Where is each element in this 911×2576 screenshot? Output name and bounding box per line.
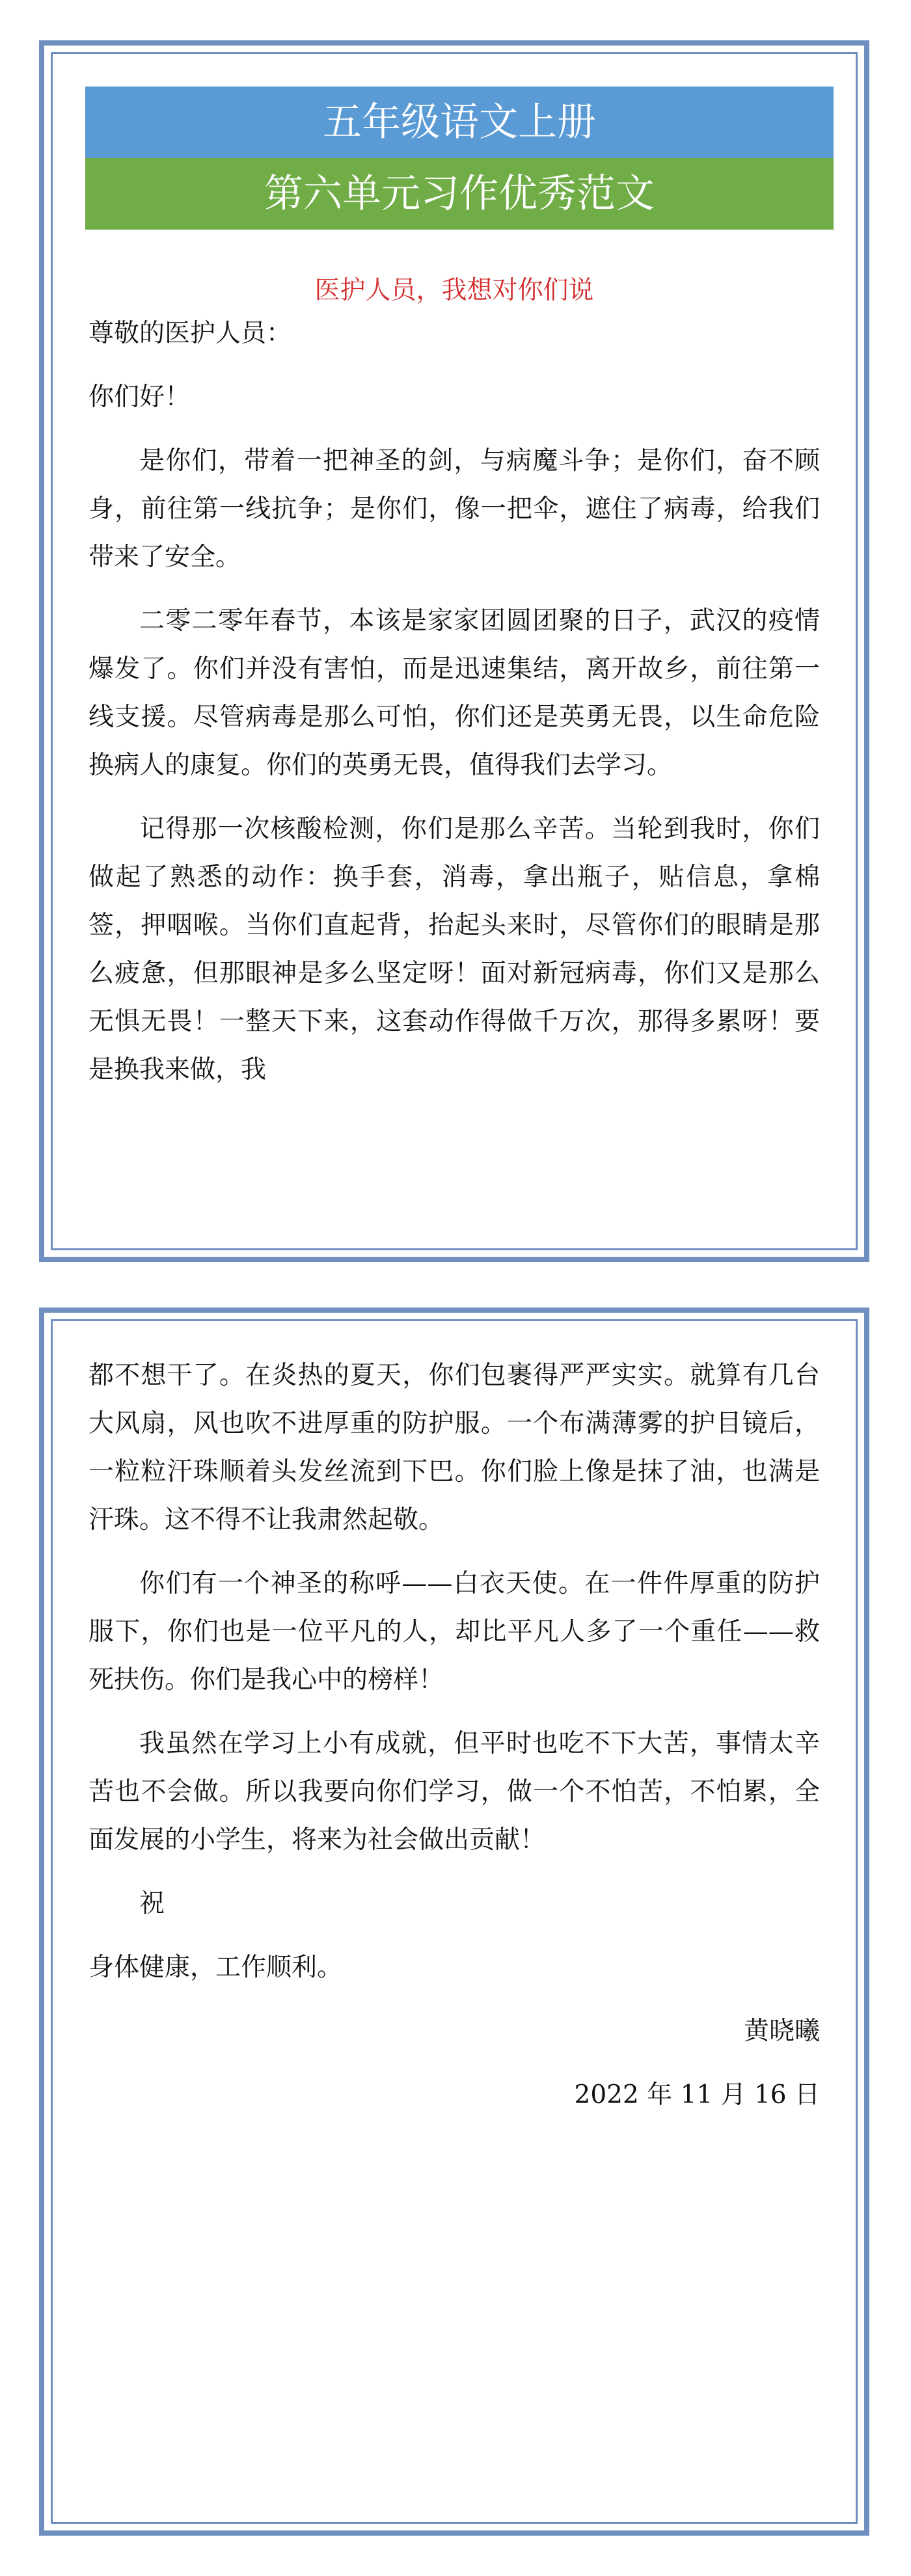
- salutation: 尊敬的医护人员：: [88, 319, 292, 348]
- essay-body-part-2: [88, 1352, 820, 2135]
- essay-title: 医护人员，我想对你们说: [314, 276, 594, 305]
- greeting: 你们好！: [88, 382, 191, 412]
- paragraph-2: 二零二零年春节，本该是家家团圆团聚的日子，武汉的疫情爆发了。你们并没有害怕，而是迅速集结，离开故乡，前往第一线支援。尽管病毒是那么可怕，你们还是英勇无畏，以生命危险换病人的康复。你们的英勇无畏，值得我们去学习。: [88, 606, 820, 780]
- paragraph-5: 我虽然在学习上小有成就，但平时也吃不下大苦，事情太辛苦也不会做。所以我要向你们学习，做一个不怕苦，不怕累，全面发展的小学生，将来为社会做出贡献！: [88, 1729, 820, 1855]
- paragraph-4: 你们有一个神圣的称呼——白衣天使。在一件件厚重的防护服下，你们也是一位平凡的人，却比平凡人多了一个重任——救死扶伤。你们是我心中的榜样！: [88, 1569, 820, 1695]
- closing-blessing: 身体健康，工作顺利。: [88, 1953, 343, 1982]
- grade-banner: 五年级语文上册: [85, 87, 834, 158]
- unit-banner: 第六单元习作优秀范文: [85, 158, 834, 230]
- letter-date: 2022 年 11 月 16 日: [574, 2080, 820, 2110]
- paragraph-1: 是你们，带着一把神圣的剑，与病魔斗争；是你们，奋不顾身，前往第一线抗争；是你们，像一把伞，遮住了病毒，给我们带来了安全。: [88, 446, 820, 572]
- paragraph-3-end: 都不想干了。在炎热的夏天，你们包裹得严严实实。就算有几台大风扇，风也吹不进厚重的防护服。一个布满薄雾的护目镜后，一粒粒汗珠顺着头发丝流到下巴。你们脸上像是抹了油，也满是汗珠。这不得不让我肃然起敬。: [88, 1361, 820, 1535]
- paragraph-3-start: 记得那一次核酸检测，你们是那么辛苦。当轮到我时，你们做起了熟悉的动作：换手套，消毒，拿出瓶子，贴信息，拿棉签，押咽喉。当你们直起背，抬起头来时，尽管你们的眼睛是那么疲惫，但那眼神是多么坚定呀！面对新冠病毒，你们又是那么无惧无畏！一整天下来，这套动作得做千万次，那得多累呀！要是换我来做，我: [88, 814, 820, 1084]
- document-page-1: [39, 40, 869, 1262]
- document-page-2: [39, 1308, 869, 2536]
- essay-body-part-1: [88, 272, 820, 1110]
- closing-wish: 祝: [139, 1889, 165, 1918]
- author-signature: 黄晓曦: [743, 2017, 820, 2046]
